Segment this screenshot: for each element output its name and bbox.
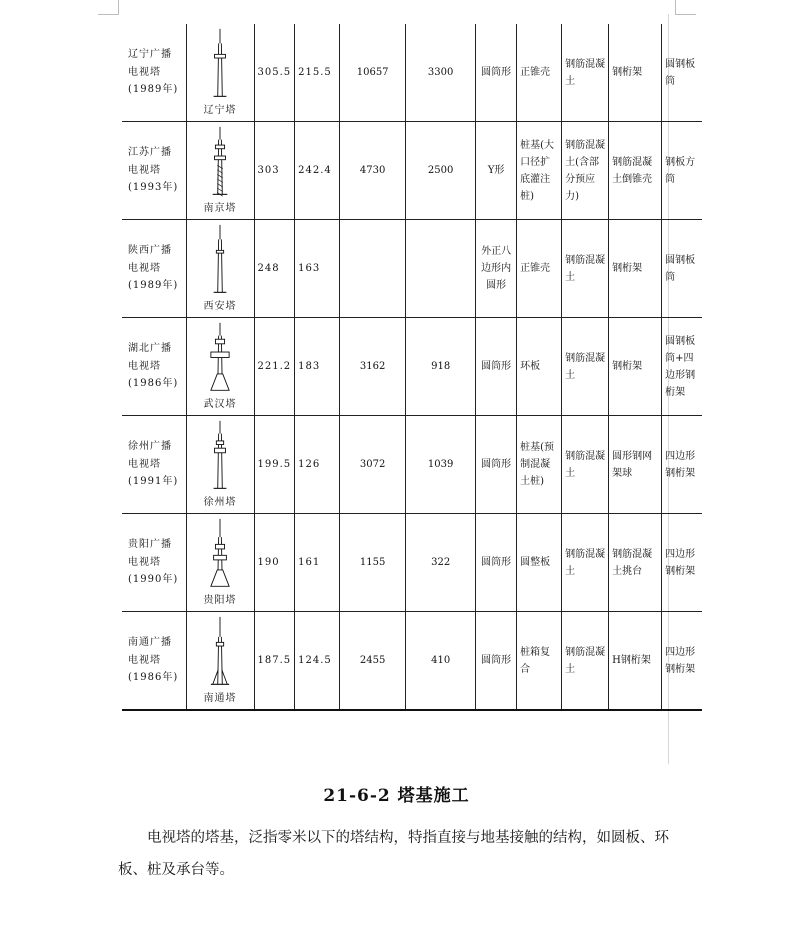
tower-name-cell bbox=[122, 24, 186, 122]
page-corner-mark bbox=[675, 0, 696, 15]
tower-icon bbox=[203, 615, 237, 688]
structure-cell: 圆筒形 bbox=[476, 24, 517, 122]
value-cell: 126 bbox=[295, 416, 340, 514]
tower-name-line: 贵阳广播 bbox=[128, 539, 172, 551]
mast-cell: 四边形钢桁架 bbox=[662, 416, 702, 514]
tower-name-line: 陕西广播 bbox=[128, 245, 172, 257]
foundation-cell: 正锥壳 bbox=[517, 220, 562, 318]
material-cell: 钢筋混凝土(含部分预应力) bbox=[562, 122, 609, 220]
tower-name-line: 江苏广播 bbox=[128, 147, 172, 159]
tower-caption: 辽宁塔 bbox=[203, 104, 237, 116]
tower-name-line: 辽宁广播 bbox=[128, 49, 172, 61]
tower-caption: 南通塔 bbox=[203, 692, 237, 704]
table-row bbox=[122, 318, 702, 416]
value-cell bbox=[406, 220, 476, 318]
tower-icon bbox=[203, 125, 237, 198]
height-cell: 187.5 bbox=[254, 612, 295, 711]
tower-name-line: (1986年) bbox=[128, 672, 179, 684]
value-cell: 918 bbox=[406, 318, 476, 416]
height-cell: 190 bbox=[254, 514, 295, 612]
tower-illustration-cell bbox=[186, 220, 254, 318]
tower-name-cell bbox=[122, 514, 186, 612]
tower-name-line: 电视塔 bbox=[128, 360, 161, 372]
foundation-cell: 桩箱复合 bbox=[517, 612, 562, 711]
tower-icon bbox=[203, 419, 237, 492]
value-cell: 322 bbox=[406, 514, 476, 612]
tower-name-cell bbox=[122, 220, 186, 318]
top-structure-cell: H钢桁架 bbox=[609, 612, 662, 711]
top-structure-cell: 钢筋混凝土倒锥壳 bbox=[609, 122, 662, 220]
tower-name-line: 电视塔 bbox=[128, 654, 161, 666]
foundation-cell: 圆整板 bbox=[517, 514, 562, 612]
tower-name-line: 电视塔 bbox=[128, 556, 161, 568]
tower-name-line: 湖北广播 bbox=[128, 343, 172, 355]
structure-cell: 外正八边形内圆形 bbox=[476, 220, 517, 318]
tower-illustration-cell bbox=[186, 514, 254, 612]
top-structure-cell: 钢桁架 bbox=[609, 24, 662, 122]
mast-cell: 四边形钢桁架 bbox=[662, 514, 702, 612]
tower-caption: 徐州塔 bbox=[203, 496, 237, 508]
table-row bbox=[122, 514, 702, 612]
value-cell: 2455 bbox=[340, 612, 406, 711]
structure-cell: 圆筒形 bbox=[476, 416, 517, 514]
table-row bbox=[122, 612, 702, 711]
top-structure-cell: 圆形钢网架球 bbox=[609, 416, 662, 514]
value-cell: 124.5 bbox=[295, 612, 340, 711]
value-cell: 3162 bbox=[340, 318, 406, 416]
foundation-cell: 正锥壳 bbox=[517, 24, 562, 122]
height-cell: 305.5 bbox=[254, 24, 295, 122]
table-row bbox=[122, 24, 702, 122]
height-cell: 221.2 bbox=[254, 318, 295, 416]
material-cell: 钢筋混凝土 bbox=[562, 416, 609, 514]
tower-caption: 南京塔 bbox=[203, 202, 237, 214]
height-cell: 303 bbox=[254, 122, 295, 220]
value-cell: 2500 bbox=[406, 122, 476, 220]
foundation-cell: 环板 bbox=[517, 318, 562, 416]
tower-caption: 西安塔 bbox=[203, 300, 237, 312]
value-cell bbox=[340, 220, 406, 318]
mast-cell: 圆钢板筒 bbox=[662, 220, 702, 318]
value-cell: 183 bbox=[295, 318, 340, 416]
tower-name-line: 电视塔 bbox=[128, 66, 161, 78]
value-cell: 410 bbox=[406, 612, 476, 711]
material-cell: 钢筋混凝土 bbox=[562, 318, 609, 416]
body-paragraph: 电视塔的塔基，泛指零米以下的塔结构，特指直接与地基接触的结构，如圆板、环板、桩及承台等。 bbox=[118, 830, 669, 878]
mast-cell: 圆钢板筒+四边形钢桁架 bbox=[662, 318, 702, 416]
structure-cell: 圆筒形 bbox=[476, 514, 517, 612]
tower-illustration-cell bbox=[186, 122, 254, 220]
structure-cell: Y形 bbox=[476, 122, 517, 220]
value-cell: 215.5 bbox=[295, 24, 340, 122]
tower-name-line: (1993年) bbox=[128, 182, 179, 194]
table-row bbox=[122, 220, 702, 318]
tower-name-cell bbox=[122, 416, 186, 514]
material-cell: 钢筋混凝土 bbox=[562, 24, 609, 122]
tower-name-line: (1991年) bbox=[128, 476, 179, 488]
tower-icon bbox=[203, 517, 237, 590]
value-cell: 4730 bbox=[340, 122, 406, 220]
tower-name-line: (1989年) bbox=[128, 280, 179, 292]
tower-name-line: 电视塔 bbox=[128, 458, 161, 470]
tower-name-cell bbox=[122, 122, 186, 220]
section-heading: 21-6-2 塔基施工 bbox=[323, 786, 470, 806]
foundation-cell: 桩基(预制混凝土桩) bbox=[517, 416, 562, 514]
tower-name-line: 南通广播 bbox=[128, 637, 172, 649]
structure-cell: 圆筒形 bbox=[476, 612, 517, 711]
tower-illustration-cell bbox=[186, 416, 254, 514]
value-cell: 1155 bbox=[340, 514, 406, 612]
mast-cell: 钢板方筒 bbox=[662, 122, 702, 220]
tower-table-body bbox=[122, 24, 702, 710]
height-cell: 248 bbox=[254, 220, 295, 318]
value-cell: 161 bbox=[295, 514, 340, 612]
mast-cell: 四边形钢桁架 bbox=[662, 612, 702, 711]
value-cell: 3300 bbox=[406, 24, 476, 122]
value-cell: 3072 bbox=[340, 416, 406, 514]
tower-icon bbox=[203, 223, 237, 296]
value-cell: 242.4 bbox=[295, 122, 340, 220]
mast-cell: 圆钢板筒 bbox=[662, 24, 702, 122]
tower-icon bbox=[203, 321, 237, 394]
value-cell: 1039 bbox=[406, 416, 476, 514]
tower-illustration-cell bbox=[186, 24, 254, 122]
value-cell: 10657 bbox=[340, 24, 406, 122]
material-cell: 钢筋混凝土 bbox=[562, 514, 609, 612]
tower-illustration-cell bbox=[186, 612, 254, 711]
tower-caption: 武汉塔 bbox=[203, 398, 237, 410]
tower-name-line: 徐州广播 bbox=[128, 441, 172, 453]
table-row bbox=[122, 416, 702, 514]
page-corner-mark bbox=[98, 0, 119, 15]
tower-table bbox=[122, 24, 702, 711]
tower-name-line: 电视塔 bbox=[128, 262, 161, 274]
tower-name-line: (1986年) bbox=[128, 378, 179, 390]
tower-icon bbox=[203, 27, 237, 100]
structure-cell: 圆筒形 bbox=[476, 318, 517, 416]
tower-name-line: 电视塔 bbox=[128, 164, 161, 176]
foundation-cell: 桩基(大口径扩底灌注桩) bbox=[517, 122, 562, 220]
tower-illustration-cell bbox=[186, 318, 254, 416]
tower-name-line: (1989年) bbox=[128, 84, 179, 96]
top-structure-cell: 钢筋混凝土挑台 bbox=[609, 514, 662, 612]
table-row bbox=[122, 122, 702, 220]
material-cell: 钢筋混凝土 bbox=[562, 612, 609, 711]
height-cell: 199.5 bbox=[254, 416, 295, 514]
top-structure-cell: 钢桁架 bbox=[609, 220, 662, 318]
tower-caption: 贵阳塔 bbox=[203, 594, 237, 606]
tower-name-cell bbox=[122, 318, 186, 416]
top-structure-cell: 钢桁架 bbox=[609, 318, 662, 416]
tower-name-cell bbox=[122, 612, 186, 711]
value-cell: 163 bbox=[295, 220, 340, 318]
material-cell: 钢筋混凝土 bbox=[562, 220, 609, 318]
tower-name-line: (1990年) bbox=[128, 574, 179, 586]
